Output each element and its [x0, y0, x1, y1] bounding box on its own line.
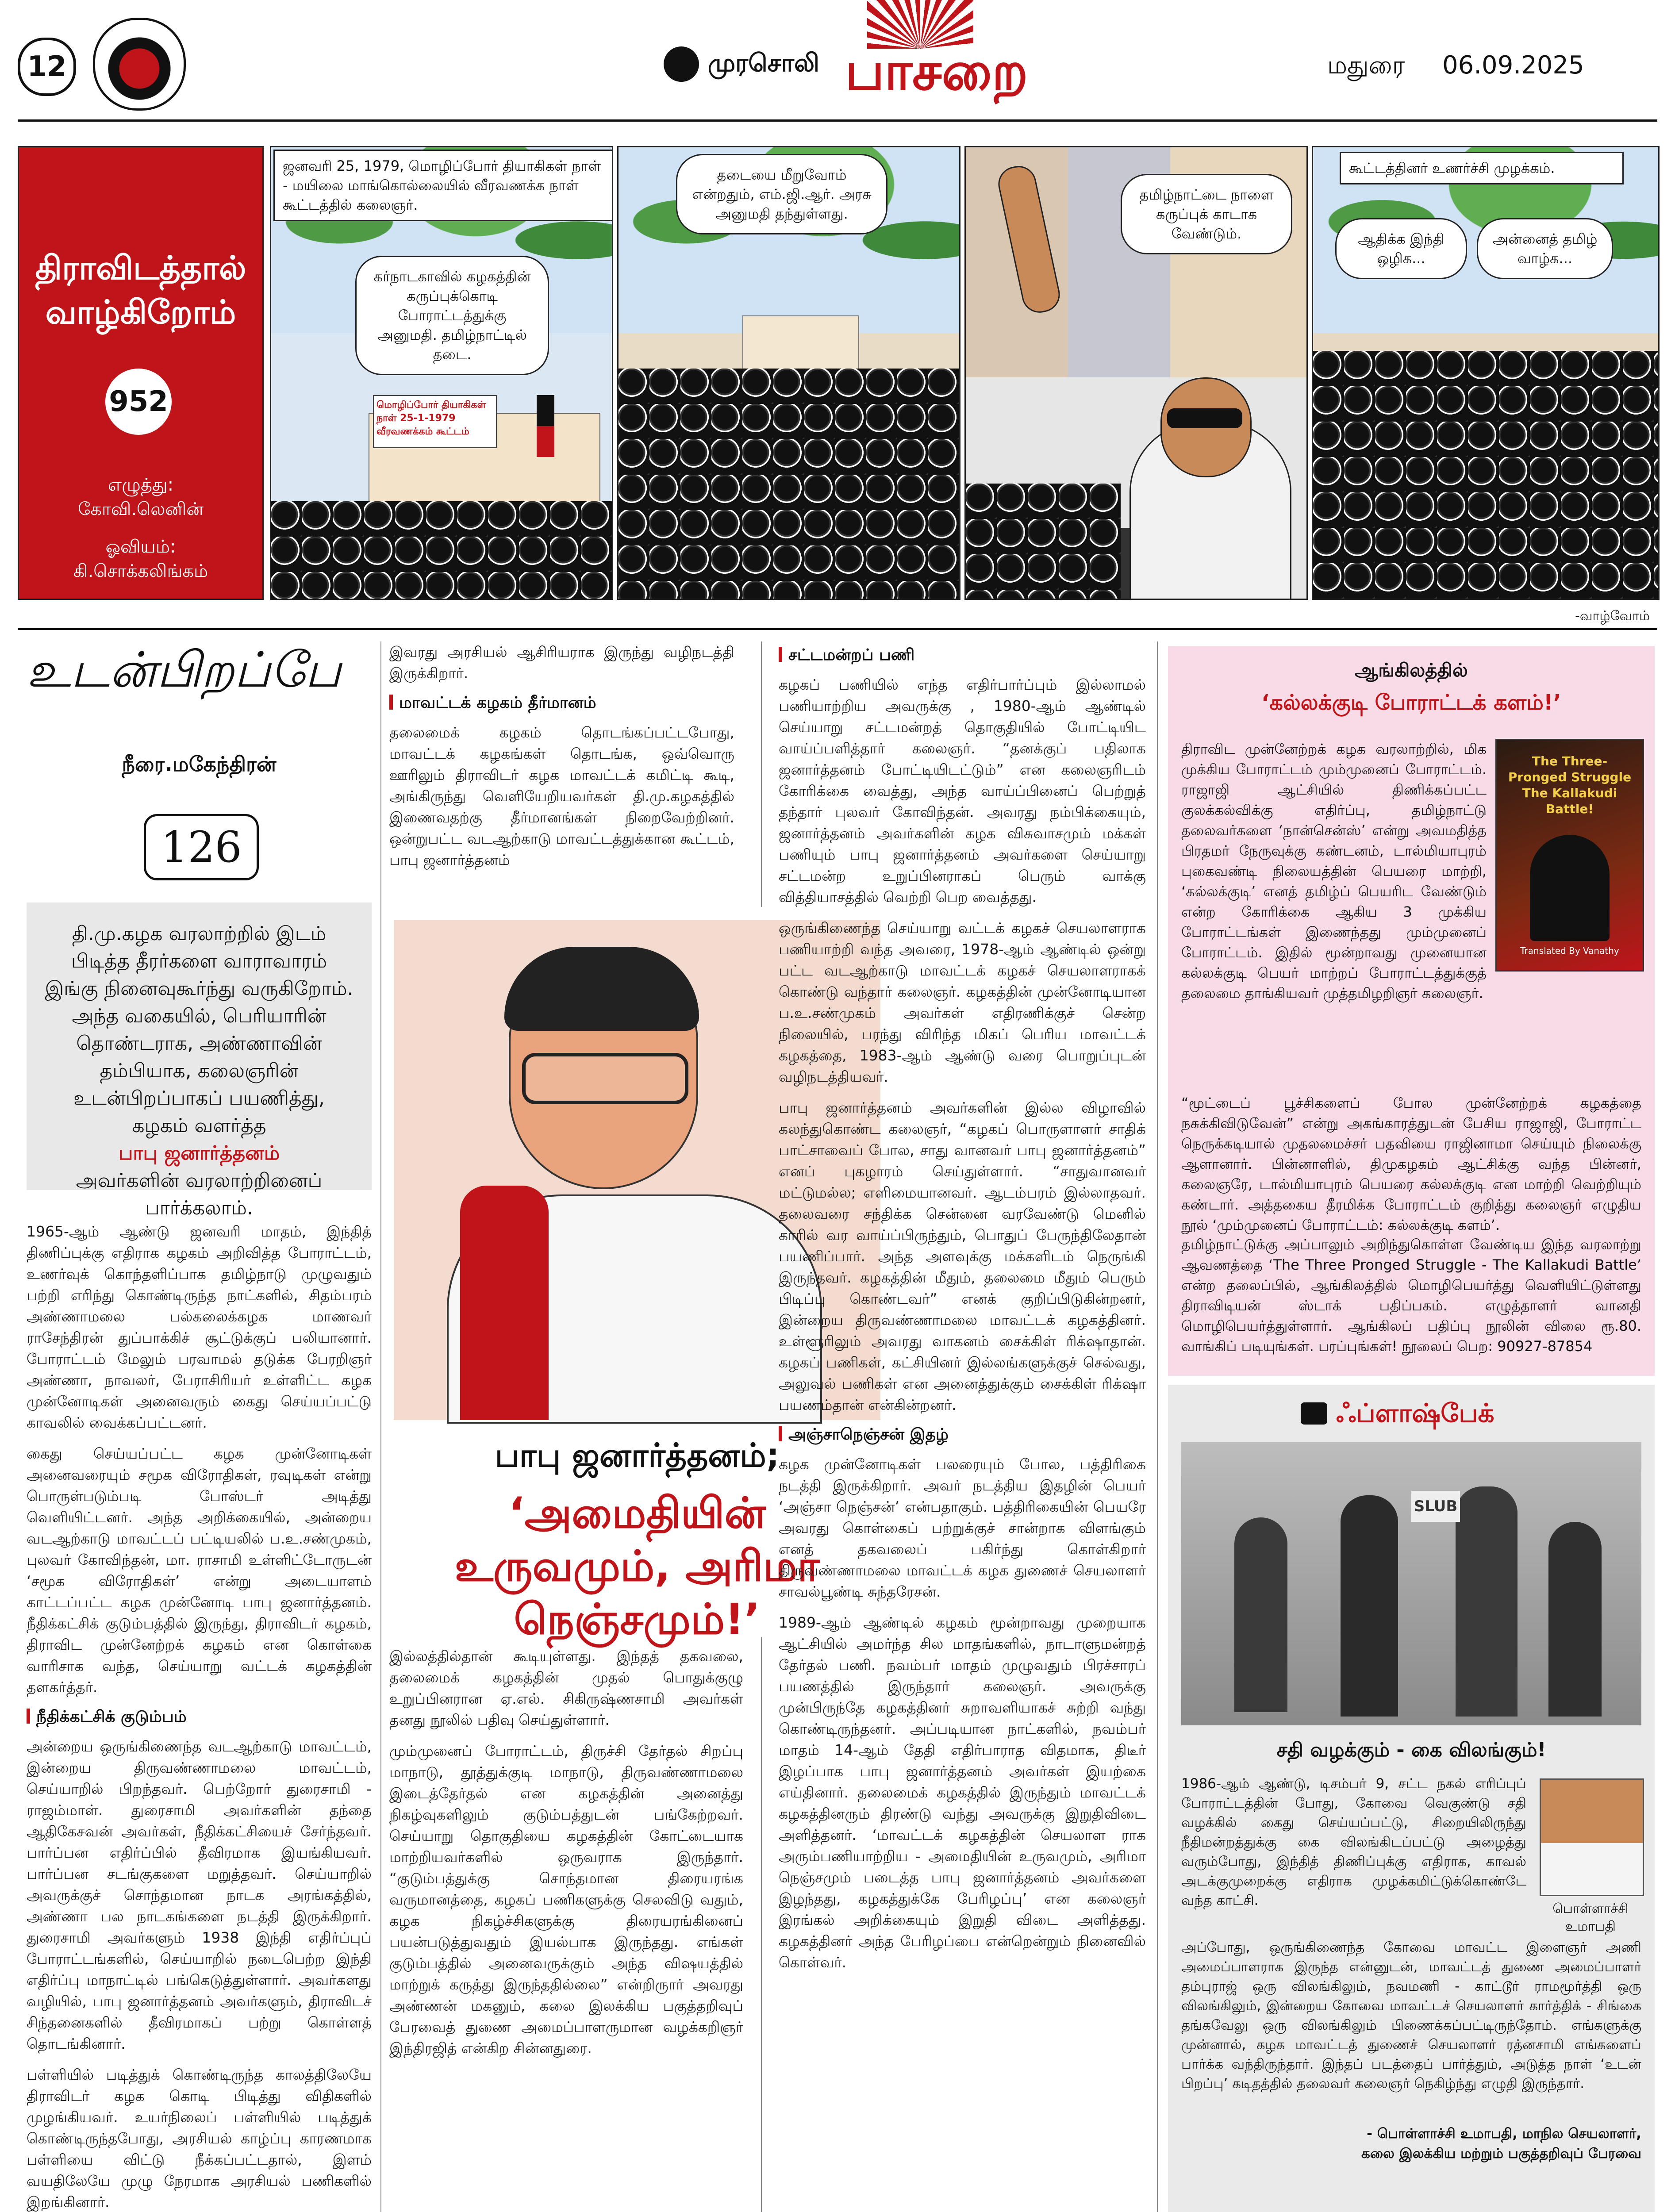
panel1-caption: ஜனவரி 25, 1979, மொழிப்போர் தியாகிகள் நாள் - மயிலை மாங்கொல்லையில் வீரவணக்க நாள் கூட்டத்தில் கலைஞர். [273, 150, 613, 221]
comic-writer: கோவி.லெனின் [77, 499, 204, 519]
paper-name: முரசொலி [708, 49, 819, 77]
panel1-speech-bubble: கர்நாடகாவில் கழகத்தின் கருப்புக்கொடி போராட்டத்துக்கு அனுமதி. தமிழ்நாட்டில் தடை. [355, 256, 549, 375]
section-rule [18, 628, 1657, 630]
article-column-3 [779, 641, 1146, 2212]
article-paragraph: மும்முனைப் போராட்டம், திருச்சி தேர்தல் சிறப்பு மாநாடு, தூத்துக்குடி மாநாடு, திருவண்ணாமலை இடைத்தேர்தல் என கழகத்தின் அனைத்து நிகழ்வுகளிலும் குடும்பத்துடன் பங்கேற்றவர். செய்யாறு தொகுதியை கழகத்தின் கோட்டையாக மாற்றியவர்களில் ஒருவராக இருந்தார். “குடும்பத்துக்கு சொந்தமான திரையரங்க வருமானத்தை, கழகப் பணிகளுக்கு செலவிடு வதும், கழக நிகழ்ச்சிகளுக்கு திரையரங்கினைப் பயன்படுத்துவதும் இயல்பாக இருந்தது. எங்கள் குடும்பத்தில் அனைவருக்கும் அந்த விஷயத்தில் மாற்றுக் கருத்து இருந்ததில்லை” என்றிருார் அவரது அண்ணன் மகனும், கலை இலக்கிய பகுத்தறிவுப் பேரவைத் துணை அமைப்பாளருமான வழக்கறிஞர் இந்திரஜித் என்கிற சின்னதுரை. [389, 1742, 743, 2057]
article-paragraph: ஒருங்கிணைந்த செய்யாறு வட்டக் கழகச் செயலாளராக பணியாற்றி வந்த அவரை, 1978-ஆம் ஆண்டில் ஒன்று பட்ட வடஆற்காடு மாவட்டக் கழகச் செயலாளராகக் கொண்டு வந்தார் கலைஞர். கழகத்தின் முன்னோடியான ப.உ.சண்முகம் அவர்கள் எதிரணிக்குச் சென்ற நிலையில், பரந்து விரிந்த மிகப் பெரிய மாவட்டக் கழகத்தை, 1983-ஆம் ஆண்டு வரை பொறுப்புடன் வழிநடத்தியவர். [779, 919, 1146, 1085]
article-paragraph: அன்றைய ஒருங்கிணைந்த வடஆற்காடு மாவட்டம், இன்றைய திருவண்ணாமலை மாவட்டம், செய்யாறில் பிறந்தவர். பெற்றோர் துரைசாமி - ராஜம்மாள். துரைசாமி அவர்களின் தந்தை ஆதிகேசவன் அவர்கள், நீதிக்கட்சியைச் சேர்ந்தவர். பார்ப்பன எதிர்ப்பில் தீவிரமாக இயங்கியவர். பார்ப்பன சடங்குகளை மறுத்தவர். செய்யாறில் அவருக்குச் சொந்தமான நாடக அரங்கத்தில், அண்ணா பல நாடகங்களை நடத்தி இருக்கிறார். துரைசாமி அவர்களும் 1938 இந்தி எதிர்ப்புப் போராட்டங்களில், செய்யாறில் நடைபெற்ற இந்தி எதிர்ப்பு மாநாட்டில் பங்கெடுத்துள்ளார். அவர்களது வழியில், பாபு ஜனார்த்தனம் அவர்களும், திராவிடச் சிந்தனைகளில் தீவிரமாகப் பற்று கொள்ளத் தொடங்கினார். [27, 1738, 372, 2052]
comic-panel-3 [964, 146, 1308, 600]
article-paragraph: கழகப் பணியில் எந்த எதிர்பார்ப்பும் இல்லாமல் பணியாற்றிய அவருக்கு , 1980-ஆம் ஆண்டில் செய்யாறு சட்டமன்றத் தொகுதியில் போட்டியிட வாய்ப்பளித்தார் கலைஞர். “தனக்குப் பதிலாக ஜனார்த்தனம் போட்டியிடட்டும்” என கலைஞரிடம் கோரிக்கை வைத்து, அந்த வாய்ப்பினைப் பெற்றுத் தந்தார் புலவர் கோவிந்தன். அவரது நம்பிக்கையும், ஜனார்த்தனம் அவர்களின் கழக விசுவாசமும் மக்கள் பணியும் பாபு ஜனார்த்தனம் அவர்களை செய்யாறு சட்டமன்ற உறுப்பினராகப் பெரும் வாக்கு வித்தியாசத்தில் வெற்றி பெற வைத்தது. [779, 676, 1146, 906]
comic-artist: கி.சொக்கலிங்கம் [73, 561, 208, 581]
masthead [0, 0, 1675, 137]
photo-sign: SLUB [1411, 1491, 1460, 1522]
flashback-text-1: 1986-ஆம் ஆண்டு, டிசம்பர் 9, சட்ட நகல் எரிப்புப் போராட்டத்தின் போது, கோவை வெகுண்டு சதி வழக்கில் கைது செய்யப்பட்டு, சிறையிலிருந்து நீதிமன்றத்துக்கு கை விலங்கிடப்பட்டு அழைத்து வரும்போது, இந்தித் திணிப்புக்கு எதிராக, காவல் அடக்குமுறைக்கு எதிராக முழக்கமிட்டுக்கொண்டே வந்த காட்சி. [1181, 1776, 1526, 1909]
panel4-caption: கூட்டத்தினர் உணர்ச்சி முழக்கம். [1340, 152, 1624, 184]
flashback-sign-2: கலை இலக்கிய மற்றும் பகுத்தறிவுப் பேரவை [1361, 2146, 1641, 2162]
column-divider [761, 641, 762, 907]
panel-crowd [966, 484, 1121, 599]
photo-figure-4 [1548, 1522, 1602, 1717]
article-column-1 [27, 1221, 372, 2212]
comic-panel-2 [617, 146, 960, 600]
photo-figure-3 [1456, 1486, 1517, 1717]
book-text-3: தமிழ்நாட்டுக்கு அப்பாலும் அறிந்துகொள்ள வேண்டிய இந்த வரலாற்று ஆவணத்தை ‘The Three Pronged Struggle - The Kallakudi Battle’ என்ற தலைப்பில், ஆங்கிலத்தில் மொழிபெயர்த்து வெளியிட்டுள்ளது திராவிடியன் ஸ்டாக் பதிப்பகம். எழுத்தாளர் வானதி மொழிபெயர்த்துள்ளார். ஆங்கிலப் பதிப்பு நூலின் விலை ரூ.80. வாங்கிப் படியுங்கள். பரப்புங்கள்! நூலைப் பெற: 90927-87854 [1181, 1236, 1641, 1355]
flashback-photo [1181, 1442, 1641, 1725]
murasoli-logo-icon [664, 46, 699, 82]
page-number-badge: 12 [18, 38, 76, 96]
article-paragraph: தலைமைக் கழகம் தொடங்கப்பட்டபோது, மாவட்டக் கழகங்கள் தொடங்க, ஒவ்வொரு ஊரிலும் திராவிடர் கழக மாவட்டக் கமிட்டி கூடி, அங்கிருந்து வெளியேறியவர்கள் தி.மு.கழகத்தில் இணைவதற்கு தீர்மானங்கள் நிறைவேற்றினர். ஒன்றுபட்ட வடஆற்காடு மாவட்டத்துக்கான கூட்டம், பாபு ஜனார்த்தனம் [389, 724, 734, 868]
article-column-2-top [389, 641, 734, 889]
column-divider [761, 1637, 762, 2212]
flashback-camera-icon [1301, 1402, 1327, 1425]
issue-date: 06.09.2025 [1442, 51, 1584, 80]
article-paragraph: 1989-ஆம் ஆண்டில் கழகம் மூன்றாவது முறையாக ஆட்சியில் அமர்ந்த சில மாதங்களில், நாடாளுமன்றத் தேர்தல் பணி. நவம்பர் மாதம் முழுவதும் பிரச்சாரப் பயணத்தில் இருந்தார் கலைஞர். அவருக்கு முன்பிருந்தே கழகத்தினர் சுறாவளியாகச் சுற்றி வந்து கொண்டிருந்தனர். அப்படியான நாட்களில், நவம்பர் மாதம் 14-ஆம் தேதி எதிர்பாராத விதமாக, திடீர் இழப்பாக பாபு ஜனார்த்தனம் அவர்கள் இயற்கை எய்தினார். தலைமைக் கழகத்தில் இருந்தும் மாவட்டக் கழகத்தினரும் திரண்டு வந்து அவருக்கு இறுதிவிடை அளித்தனர். ‘மாவட்டக் கழகத்தின் செயலாள ராக அரும்பணியாற்றிய - அமைதியின் உருவமும், அரிமா நெஞ்சமும் படைத்த பாபு ஜனார்த்தனம் அவர்களை இழந்தது, கழகத்துக்கே பேரிழப்பு’ என கலைஞர் இரங்கல் அறிக்கையும் இறுதி விடை அளித்தது. கழகத்தினர் அந்த பேரிழப்பை என்றென்றும் நினைவில் கொள்வர். [779, 1614, 1146, 1971]
intro-end: அவர்களின் வரலாற்றினைப் பார்க்கலாம். [76, 1169, 323, 1219]
comic-panel-1 [270, 146, 613, 600]
flashback-portrait [1540, 1778, 1644, 1896]
stage-flag [537, 395, 554, 457]
article-subheading: நீதிக்கட்சிக் குடும்பம் [27, 1708, 372, 1728]
photo-figure-2 [1341, 1495, 1398, 1717]
comic-title-line1: திராவிடத்தால் [35, 249, 246, 287]
article-subheading: சட்டமன்றப் பணி [779, 646, 1146, 666]
flashback-portrait-name: பொள்ளாச்சி உமாபதி [1552, 1901, 1629, 1934]
panel-crowd [271, 501, 612, 599]
article-paragraph: கழக முன்னோடிகள் பலரையும் போல, பத்திரிகை நடத்தி இருக்கிறார். அவர் நடத்திய இதழின் பெயர் ‘அஞ்சா நெஞ்சன்’ என்பதாகும். பத்திரிகையின் பெயரே அவரது கொள்கைப் பற்றுக்குச் சான்றாக விளங்கும் எனத் தகவலைப் பகிர்ந்து கொள்கிறார் திருவண்ணாமலை மாவட்டக் கழக துணைச் செயலாளர் சாவல்பூண்டி சுந்தரேசன். [779, 1455, 1146, 1600]
article-column-2-bottom [389, 1646, 743, 2212]
party-logo [93, 18, 186, 111]
comic-artist-label: ஓவியம்: [105, 537, 176, 557]
photo-figure-1 [1234, 1517, 1287, 1712]
panel4-speech-bubble-2: அன்னைத் தமிழ் வாழ்க... [1477, 218, 1613, 279]
intro-name: பாபு ஜனார்த்தனம் [118, 1142, 280, 1164]
portrait-hair [504, 947, 699, 1031]
comic-panel-4 [1312, 146, 1660, 600]
book-kicker: ஆங்கிலத்தில் [1355, 659, 1468, 681]
panel4-speech-bubble-1: ஆதிக்க இந்தி ஒழிக... [1335, 218, 1467, 279]
book-cover [1495, 739, 1644, 972]
masthead-rule [18, 119, 1657, 122]
article-paragraph: கைது செய்யப்பட்ட கழக முன்னோடிகள் அனைவரையும் சமூக விரோதிகள், ரவுடிகள் என்று பொருள்படும்படி போஸ்டர் அடித்து வெளியிட்டனர். அந்த அறிக்கையில், அன்றைய வடஆற்காடு மாவட்டப் பட்டியலில் ப.உ.சண்முகம், புலவர் கோவிந்தன், மா. ராசாமி உள்ளிட்டோருடன் ‘சமூக விரோதிகள்’ என்று அடையாளம் காட்டப்பட்ட கழக முன்னோடி பாபு ஜனார்த்தனம். நீதிக்கட்சிக் குடும்பத்தில் இருந்து, திராவிடர் கழகம், திராவிட முன்னேற்றக் கழகம் என கொள்கை வாரிசாக வந்த, செய்யாறு வட்டக் கழகத்தின் தளகர்த்தர். [27, 1445, 372, 1696]
author-name: நீரை.மகேந்திரன் [122, 752, 277, 776]
book-title-tamil: ‘கல்லக்குடி போராட்டக் களம்!’ [1261, 690, 1561, 715]
comic-title-box [18, 146, 264, 600]
flashback-title: ஃப்ளாஷ்பேக் [1336, 1398, 1494, 1428]
flashback-heading: சதி வழக்கும் - கை விலங்கும்! [1276, 1739, 1546, 1761]
panel-crowd [619, 369, 959, 599]
comic-title-line2: வாழ்கிறோம் [45, 293, 236, 331]
panel3-speech-bubble: தமிழ்நாட்டை நாளை கருப்புக் காடாக வேண்டும். [1121, 174, 1292, 254]
column-divider [1157, 641, 1158, 2212]
book-box [1168, 646, 1655, 1376]
comic-writer-label: எழுத்து: [108, 475, 174, 495]
article-paragraph: 1965-ஆம் ஆண்டு ஜனவரி மாதம், இந்தித் திணிப்புக்கு எதிராக கழகம் அறிவித்த போராட்டம், உணர்வுக் கொந்தளிப்பாக தமிழ்நாடு முழுவதும் பற்றி எரிந்து கொண்டிருந்த நாட்களில், சிதம்பரம் அண்ணாமலை பல்கலைக்கழக மாணவர் ராசேந்திரன் துப்பாக்கிச் சூட்டுக்குப் பலியானார். போராட்டம் மேலும் பரவாமல் தடுக்க பேரறிஞர் அண்ணா, நாவலர், பேராசிரியர் உள்ளிட்ட கழக முன்னோடிகள் அனைவரும் கைது செய்யப்பட்டு காவலில் வைக்கப்பட்டனர். [27, 1223, 372, 1431]
intro-box [27, 902, 372, 1219]
speaker-sunglasses [1167, 408, 1242, 428]
article-subheading: மாவட்டக் கழகம் தீர்மானம் [389, 694, 734, 714]
flashback-box [1168, 1385, 1655, 2212]
headline-big: ‘அமைதியின் உருவமும், அரிமா நெஞ்சமும்!’ [454, 1488, 820, 1644]
portrait-red-shawl [460, 1186, 549, 1420]
supplement-name: பாசறை [845, 40, 1028, 102]
panel-crowd [1313, 351, 1658, 599]
stage-banner: மொழிப்போர் தியாகிகள் நாள் 25-1-1979 வீரவணக்கம் கூட்டம் [373, 395, 497, 448]
book-cover-figure [1530, 835, 1610, 941]
series-logo: உடன்பிறப்பே [27, 641, 342, 698]
book-cover-translator: Translated By Vanathy [1520, 945, 1619, 956]
city: மதுரை [1327, 51, 1405, 80]
intro-text: தி.மு.கழக வரலாற்றில் இடம் பிடித்த தீரர்களை வாராவாரம் இங்கு நினைவுகூர்ந்து வருகிறோம். அந்த வகையில், பெரியாரின் தொண்டராக, அண்ணாவின் தம்பியாக, கலைஞரின் உடன்பிறப்பாகப் பயணித்து, கழகம் வளர்த்த [45, 922, 353, 1137]
book-text-1: திராவிட முன்னேற்றக் கழக வரலாற்றில், மிக முக்கிய போராட்டம் மும்முனைப் போராட்டம். ராஜாஜி ஆட்சியில் திணிக்கப்பட்ட குலக்கல்விக்கு எதிர்ப்பு, தமிழ்நாட்டு தலைவர்களை ‘நான்சென்ஸ்’ என்று அவமதித்த பிரதமர் நேருவுக்கு கண்டனம், டால்மியாபுரம் புகைவண்டி நிலையத்தின் பெயரை மாற்றி, ‘கல்லக்குடி’ எனத் தமிழ்ப் பெயரிட வேண்டும் என்ற கோரிக்கை ஆகிய 3 முக்கிய போராட்டங்கள் இணைந்தது மும்முனைப் போராட்டம். இதில் மூன்றாவது முனையான கல்லக்குடி பெயர் மாற்றப் போராட்டத்துக்குத் தலைமை தாங்கியவர் முத்தமிழறிஞர் கலைஞர். [1181, 741, 1487, 1002]
flashback-text-2: அப்போது, ஒருங்கிணைந்த கோவை மாவட்ட இளைஞர் அணி அமைப்பாளராக இருந்த என்னுடன், மாவட்டத் துணை அமைப்பாளர் தம்புராஜ் ஒரு விலங்கிலும், நவமணி - காட்டூர் ராமமூர்த்தி ஒரு விலங்கிலும், இன்றைய கோவை மாவட்டச் செயலாளர் கார்த்திக் - சிங்கை தங்கவேலு ஒரு விலங்கிலும் பிணைக்கப்பட்டிருந்தோம். எங்களுக்கு முன்னால், கழக மாவட்டத் துணைச் செயலாளர் ரத்னசாமி எங்களைப் பார்க்க வந்திருந்தார். இந்தப் படத்தைப் பார்த்தும், அடுத்த நாள் ‘உடன் பிறப்பு’ கடிதத்தில் தலைவர் கலைஞர் நெகிழ்ந்து எழுதி இருந்தார். [1181, 1939, 1641, 2092]
comic-continue: -வாழ்வோம் [1575, 608, 1650, 624]
portrait-glasses [522, 1053, 688, 1104]
article-paragraph: இவரது அரசியல் ஆசிரியராக இருந்து வழிநடத்தி இருக்கிறார். [389, 643, 734, 682]
article-paragraph: பாபு ஜனார்த்தனம் அவர்களின் இல்ல விழாவில் கலந்துகொண்ட கலைஞர், “கழகப் பொருளாளர் சாதிக் பாட்சாவைப் போல, சாது வானவர் பாபு ஜனார்த்தனம்” எனப் புகழாரம் செய்துள்ளார். “சாதுவானவர் மட்டுமல்ல; எளிமையானவர். ஆடம்பரம் இல்லாதவர். தலைவரை சந்திக்க சென்னை வரவேண்டு மெனில் காரில் வர வாய்ப்பிருந்தும், பொதுப் பேருந்திலேதான் பயணிப்பார். அந்த அளவுக்கு மக்களிடம் நெருங்கி இருந்தவர். கழகத்தின் மீதும், தலைமை மீதும் பெரும் பிடிப்பு கொண்டவர்” எனக் குறிப்பிடுகின்றனர், இன்றைய திருவண்ணாமலை மாவட்டக் கழகத்தினர். உள்ளூரிலும் அவரது வாகனம் சைக்கிள் ரிக்‌ஷாதான். கழகப் பணிகள், கட்சியினர் இல்லங்களுக்குச் செல்வது, அலுவல் பணிகள் என அனைத்துக்கும் சைக்கிள் ரிக்‌ஷா பயணம்தான் என்கின்றனர். [779, 1099, 1146, 1413]
column-divider [380, 641, 381, 2212]
comic-episode-badge: 952 [105, 369, 172, 435]
article-paragraph: இல்லத்தில்தான் கூடியுள்ளது. இந்தத் தகவலை, தலைமைக் கழகத்தின் முதல் பொதுக்குழு உறுப்பினரான ஏ.எல். சிகிருஷ்ணசாமி அவர்கள் தனது நூலில் பதிவு செய்துள்ளார். [389, 1647, 743, 1728]
article-paragraph: பள்ளியில் படித்துக் கொண்டிருந்த காலத்திலேயே திராவிடர் கழக கொடி பிடித்து விதிகளில் முழங்கியவர். உயர்நிலைப் பள்ளியில் படித்துக் கொண்டிருந்தபோது, அரசியல் காழ்ப்பு காரணமாக பள்ளியை விட்டு நீக்கப்பட்டதால், இளம் வயதிலேயே முழு நேரமாக அரசியல் பணிகளில் இறங்கினார். [27, 2066, 372, 2211]
book-cover-title: The Three-Pronged Struggle The Kallakudi Battle! [1508, 754, 1632, 816]
article-subheading: அஞ்சாநெஞ்சன் இதழ் [779, 1425, 1146, 1446]
headline: பாபு ஜனார்த்தனம்; [495, 1436, 780, 1475]
panel2-speech-bubble: தடையை மீறுவோம் என்றதும், எம்.ஜி.ஆர். அரசு அனுமதி தந்துள்ளது. [676, 154, 887, 234]
flashback-sign-1: - பொள்ளாச்சி உமாபதி, மாநில செயலாளர், [1367, 2126, 1641, 2142]
book-text-2: “மூட்டைப் பூச்சிகளைப் போல முன்னேற்றக் கழகத்தை நசுக்கிவிடுவேன்” என்று அகங்காரத்துடன் பேசிய ராஜாஜி, போராட்ட நெருக்கடியால் முதலமைச்சர் பதவியை ராஜினாமா செய்யும் நிலைக்கு ஆளானார். பின்னாளில், திமுகழகம் ஆட்சிக்கு வந்த பின்னர், கலைஞரே, டால்மியாபுரம் பெயரை கல்லக்குடி என மாற்றி வெற்றியும் கண்டார். அத்தகைய தீரமிக்க போராட்டம் குறித்து கலைஞர் எழுதிய நூல் ‘மும்முனைப் போராட்டம்: கல்லக்குடி களம்’. [1181, 1094, 1641, 1233]
series-number-badge: 126 [144, 814, 259, 880]
